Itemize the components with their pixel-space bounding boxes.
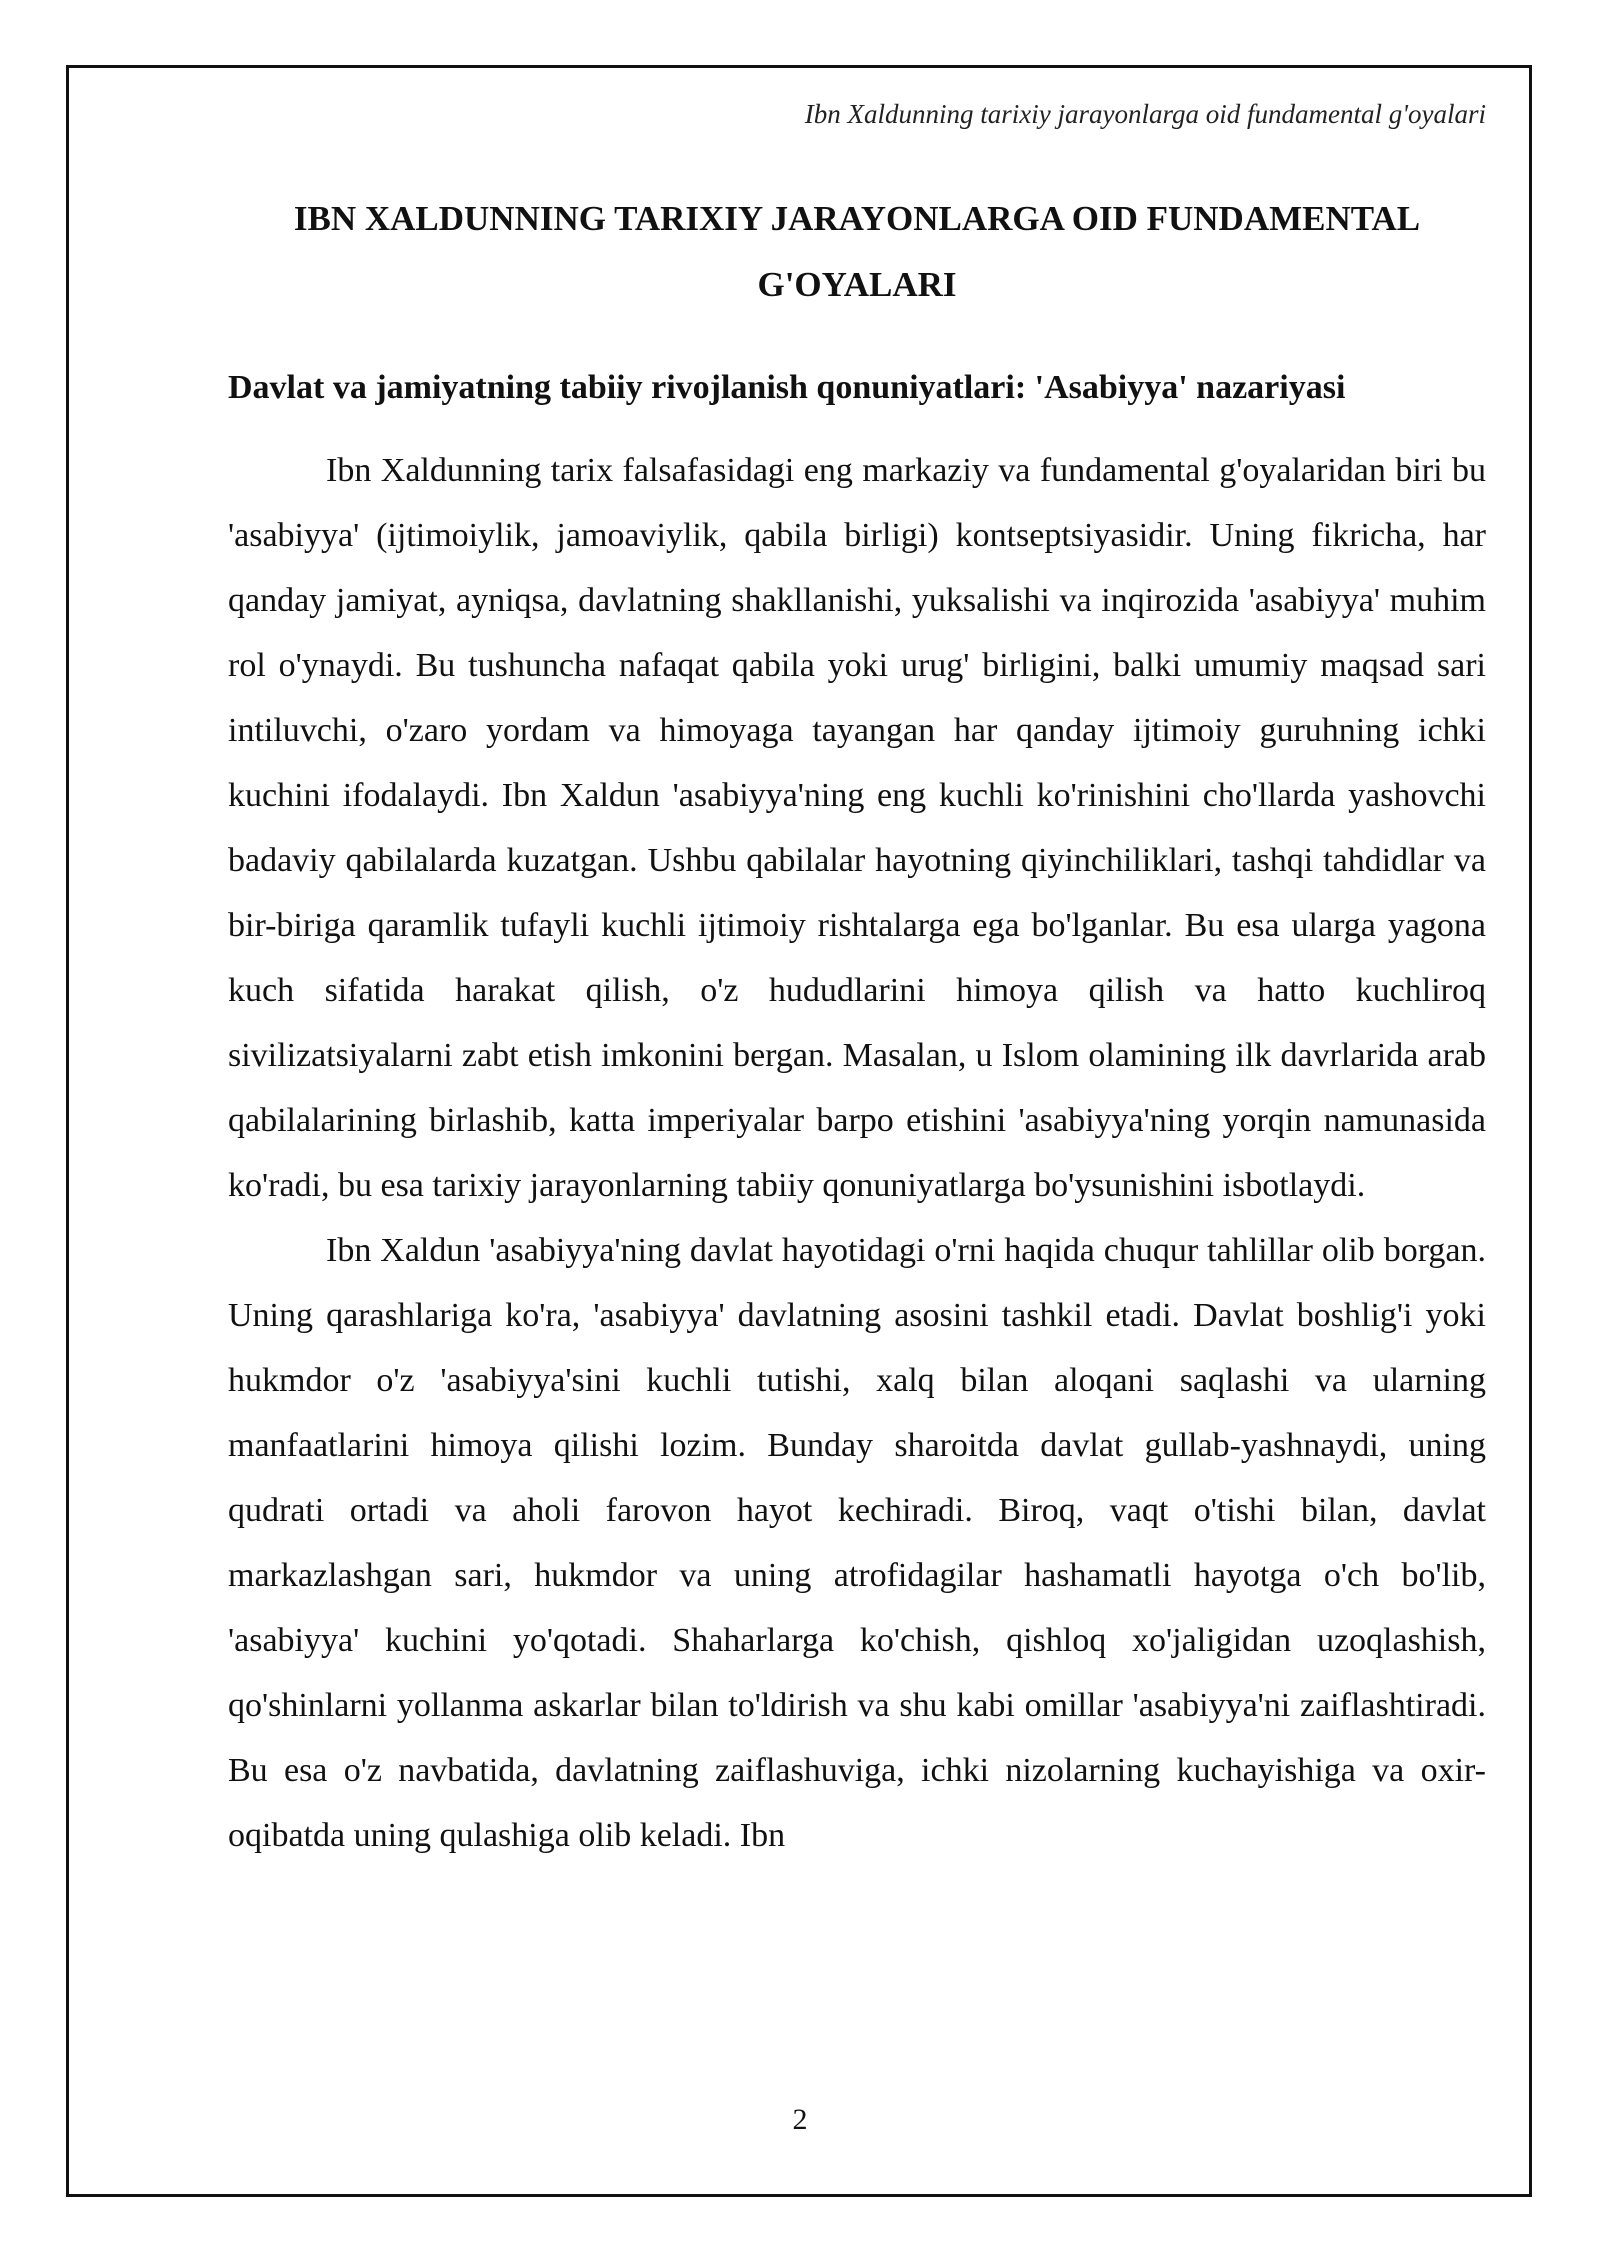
- document-title: IBN XALDUNNING TARIXIY JARAYONLARGA OID FUNDAMENTAL G'OYALARI: [293, 199, 1421, 304]
- section-heading: Davlat va jamiyatning tabiiy rivojlanish qonuniyatlari: 'Asabiyya' nazariyasi: [228, 369, 1346, 406]
- running-header: Ibn Xaldunning tarixiy jarayonlarga oid fundamental g'oyalari: [804, 99, 1486, 129]
- body-paragraph: Ibn Xaldun 'asabiyya'ning davlat hayotidagi o'rni haqida chuqur tahlillar olib borgan. Uning qarashlariga ko'ra, 'asabiyya' davlatning asosini tashkil etadi. Davlat boshlig'i yoki hukmdor o'z 'asabiyya'sini kuchli tutishi, xalq bilan aloqani saqlashi va ularning manfaatlarini himoya qilishi lozim. Bunday sharoitda davlat gullab-yashnaydi, uning qudrati ortadi va aholi farovon hayot kechiradi. Biroq, vaqt o'tishi bilan, davlat markazlashgan sari, hukmdor va uning atrofidagilar hashamatli hayotga o'ch bo'lib, 'asabiyya' kuchini yo'qotadi. Shaharlarga ko'chish, qishloq xo'jaligidan uzoqlashish, qo'shinlarni yollanma askarlar bilan to'ldirish va shu kabi omillar 'asabiyya'ni zaiflashtiradi. Bu esa o'z navbatida, davlatning zaiflashuviga, ichki nizolarning kuchayishiga va oxir-oqibatda uning qulashiga olib keladi. Ibn: [228, 1232, 1486, 1854]
- page-number: 2: [792, 2103, 808, 2136]
- document-body: [228, 438, 1486, 1868]
- body-paragraph: Ibn Xaldunning tarix falsafasidagi eng markaziy va fundamental g'oyalaridan biri bu 'asabiyya' (ijtimoiylik, jamoaviylik, qabila birligi) kontseptsiyasidir. Uning fikricha, har qanday jamiyat, ayniqsa, davlatning shakllanishi, yuksalishi va inqirozida 'asabiyya' muhim rol o'ynaydi. Bu tushuncha nafaqat qabila yoki urug' birligini, balki umumiy maqsad sari intiluvchi, o'zaro yordam va himoyaga tayangan har qanday ijtimoiy guruhning ichki kuchini ifodalaydi. Ibn Xaldun 'asabiyya'ning eng kuchli ko'rinishini cho'llarda yashovchi badaviy qabilalarda kuzatgan. Ushbu qabilalar hayotning qiyinchiliklari, tashqi tahdidlar va bir-biriga qaramlik tufayli kuchli ijtimoiy rishtalarga ega bo'lganlar. Bu esa ularga yagona kuch sifatida harakat qilish, o'z hududlarini himoya qilish va hatto kuchliroq sivilizatsiyalarni zabt etish imkonini bergan. Masalan, u Islom olamining ilk davrlarida arab qabilalarining birlashib, katta imperiyalar barpo etishini 'asabiyya'ning yorqin namunasida ko'radi, bu esa tarixiy jarayonlarning tabiiy qonuniyatlarga bo'ysunishini isbotlaydi.: [228, 452, 1486, 1204]
